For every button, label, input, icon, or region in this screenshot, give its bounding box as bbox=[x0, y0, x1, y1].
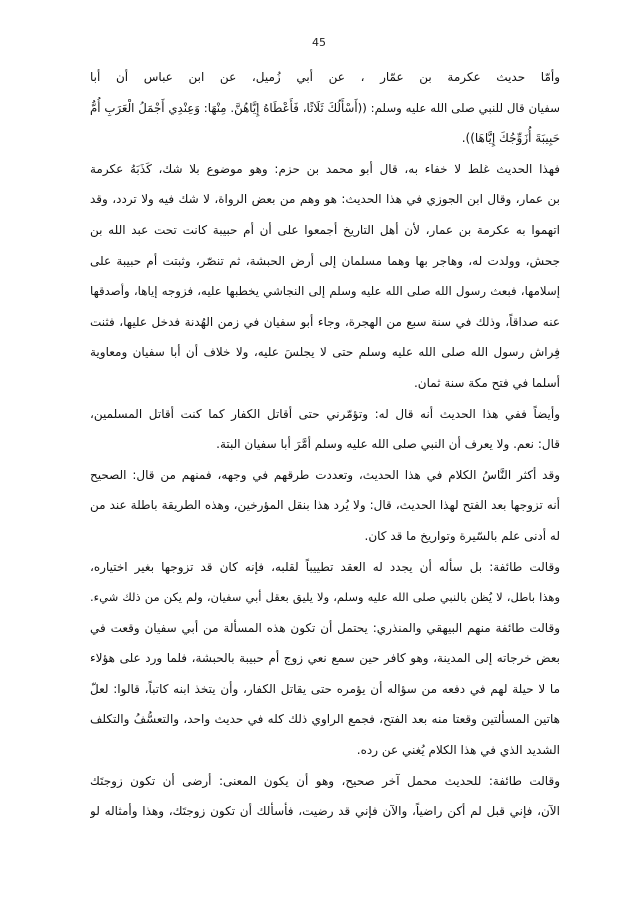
text-line: وقد أكثر النَّاسُ الكلام في هذا الحديث، وتعددت طرقهم في وجهه، فمنهم من قال: الصحيح bbox=[90, 467, 560, 482]
text-line: وقالت طائفة: للحديث محمل آخر صحيح، وهو أن يكون المعنى: أرضى أن تكون زوجتَك bbox=[90, 773, 560, 788]
text-line: وقالت طائفة: بل سأله أن يجدد له العقد تطييباً لقلبه، فإنه كان قد تزوجها بغير اختياره، bbox=[90, 559, 560, 574]
text-line: له أدنى علم بالسّيرة وتواريخ ما قد كان. bbox=[364, 528, 560, 543]
text-line: فهذا الحديث غلط لا خفاء به، قال أبو محمد بن حزم: وهو موضوع بلا شك، كَذَبَهُ عكرمة bbox=[90, 161, 560, 176]
text-line: وأيضاً ففي هذا الحديث أنه قال له: وتؤمّرني حتى أقاتل الكفار كما كنت أقاتل المسلمين، bbox=[90, 406, 560, 421]
text-line: وهذا باطل، لا يُظن بالنبي صلى الله عليه وسلم، ولا يليق بعقل أبي سفيان، ولم يكن من ذلك شيء. bbox=[90, 590, 560, 605]
text-line: ما لا حيلة لهم في دفعه من سؤاله أن يؤمره حتى يقاتل الكفار، وأن يتخذ ابنه كاتباً، قالوا: لعلّ bbox=[90, 681, 560, 696]
text-line: أنه تزوجها بعد الفتح لهذا الحديث، قال: ولا يُرد هذا بنقل المؤرخين، وهذه الطريقة باطلة عند من bbox=[90, 498, 560, 513]
text-line: اتهموا به عكرمة بن عمار، لأن أهل التاريخ أجمعوا على أن أم حبيبة كانت تحت عبد الله بن bbox=[90, 222, 560, 237]
text-line: قال: نعم. ولا يعرف أن النبي صلى الله عليه وسلم أمَّرَ أبا سفيان البتة. bbox=[216, 437, 560, 452]
text-line: هاتين المسألتين وقعتا منه بعد الفتح، فجمع الراوي ذلك كله في حديث واحد، والتعسُّفُ والتكلف bbox=[90, 712, 560, 727]
text-line: وقالت طائفة منهم البيهقي والمنذري: يحتمل أن تكون هذه المسألة من أبي سفيان وقعت في bbox=[90, 620, 560, 635]
text-line: فِراش رسول الله صلى الله عليه وسلم حتى لا يجلسَ عليه، ولا خلاف أن أبا سفيان ومعاوية bbox=[90, 345, 560, 360]
text-line: الشديد الذي في هذا الكلام يُغني عن رده. bbox=[356, 743, 560, 758]
text-line: عنه صداقاً، وذلك في سنة سبع من الهجرة، وجاء أبو سفيان في زمن الهُدنة فدخل عليها، فثنت bbox=[90, 314, 560, 329]
text-line: إسلامها، فبعث رسول الله صلى الله عليه وسلم إلى النجاشي يخطبها عليه، فزوجه إياها، وأصدقها bbox=[90, 284, 560, 299]
text-line: وأمّا حديث عكرمة بن عمّار ، عن أبي زُميل، عن ابن عباس أن أبا bbox=[90, 70, 560, 84]
page-number: 45 bbox=[312, 36, 326, 49]
document-body bbox=[90, 62, 560, 827]
text-line: سفيان قال للنبي صلى الله عليه وسلم: ((أَسْأَلُكَ ثَلَاثًا، فَأَعْطَاهُ إِيَّاهُنَّ. مِنْهَا: وَعِنْدِي أَجْمَلُ الْعَرَبِ أُمُّ bbox=[90, 100, 560, 115]
text-line: أسلما في فتح مكة سنة ثمان. bbox=[413, 375, 560, 390]
text-line: جحش، وولدت له، وهاجر بها وهما مسلمان إلى أرض الحبشة، ثم تنصّر، وثبتت أم حبيبة على bbox=[90, 253, 560, 268]
text-line: حَبِيبَةَ أُزَوِّجُكَ إِيَّاهَا)). bbox=[461, 131, 560, 146]
text-line: بن عمار، وقال ابن الجوزي في هذا الحديث: هو وهم من بعض الرواة، لا شك فيه ولا تردد، وقد bbox=[90, 192, 560, 207]
text-line: بعض خرجاته إلى المدينة، وهو كافر حين سمع نعي زوج أم حبيبة بالحبشة، فلما ورد على هؤلاء bbox=[90, 651, 560, 666]
text-line: الآن، فإني قبل لم أكن راضياً، والآن فإني قد رضيت، فأسألك أن تكون زوجتَك، وهذا وأمثاله لو bbox=[90, 804, 560, 819]
